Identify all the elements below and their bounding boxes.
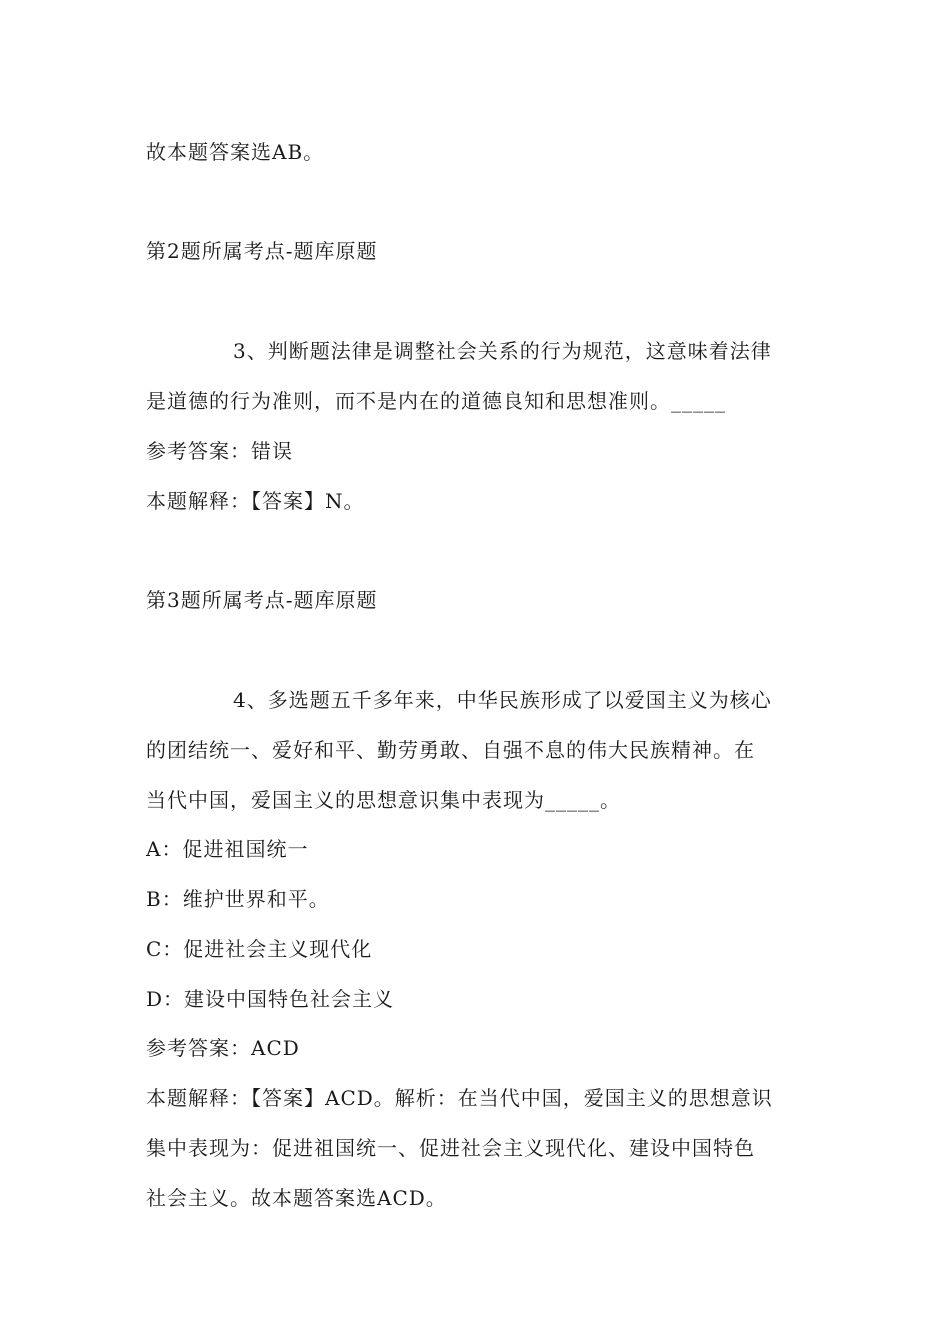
topic-label: 第2题所属考点-题库原题 <box>146 239 378 263</box>
question-text: 3、判断题法律是调整社会关系的行为规范，这意味着法律 <box>233 339 772 363</box>
option-b: B：维护世界和平。 <box>146 887 330 911</box>
question-text: 是道德的行为准则，而不是内在的道德良知和思想准则。_____ <box>146 389 726 413</box>
option-c: C：促进社会主义现代化 <box>146 937 373 961</box>
reference-answer: 参考答案：错误 <box>146 439 293 463</box>
option-d: D：建设中国特色社会主义 <box>146 987 395 1011</box>
explanation: 集中表现为：促进祖国统一、促进社会主义现代化、建设中国特色 <box>146 1136 755 1160</box>
explanation: 本题解释：【答案】ACD。解析：在当代中国，爱国主义的思想意识 <box>146 1086 773 1110</box>
answer-conclusion: 故本题答案选AB。 <box>146 140 325 164</box>
option-a: A：促进祖国统一 <box>146 837 309 861</box>
explanation: 本题解释：【答案】N。 <box>146 489 365 513</box>
question-text: 的团结统一、爱好和平、勤劳勇敢、自强不息的伟大民族精神。在 <box>146 738 755 762</box>
question-text: 4、多选题五千多年来，中华民族形成了以爱国主义为核心 <box>233 688 772 712</box>
explanation: 社会主义。故本题答案选ACD。 <box>146 1186 447 1210</box>
question-text: 当代中国，爱国主义的思想意识集中表现为_____。 <box>146 788 621 812</box>
reference-answer: 参考答案：ACD <box>146 1036 300 1060</box>
topic-label: 第3题所属考点-题库原题 <box>146 588 378 612</box>
